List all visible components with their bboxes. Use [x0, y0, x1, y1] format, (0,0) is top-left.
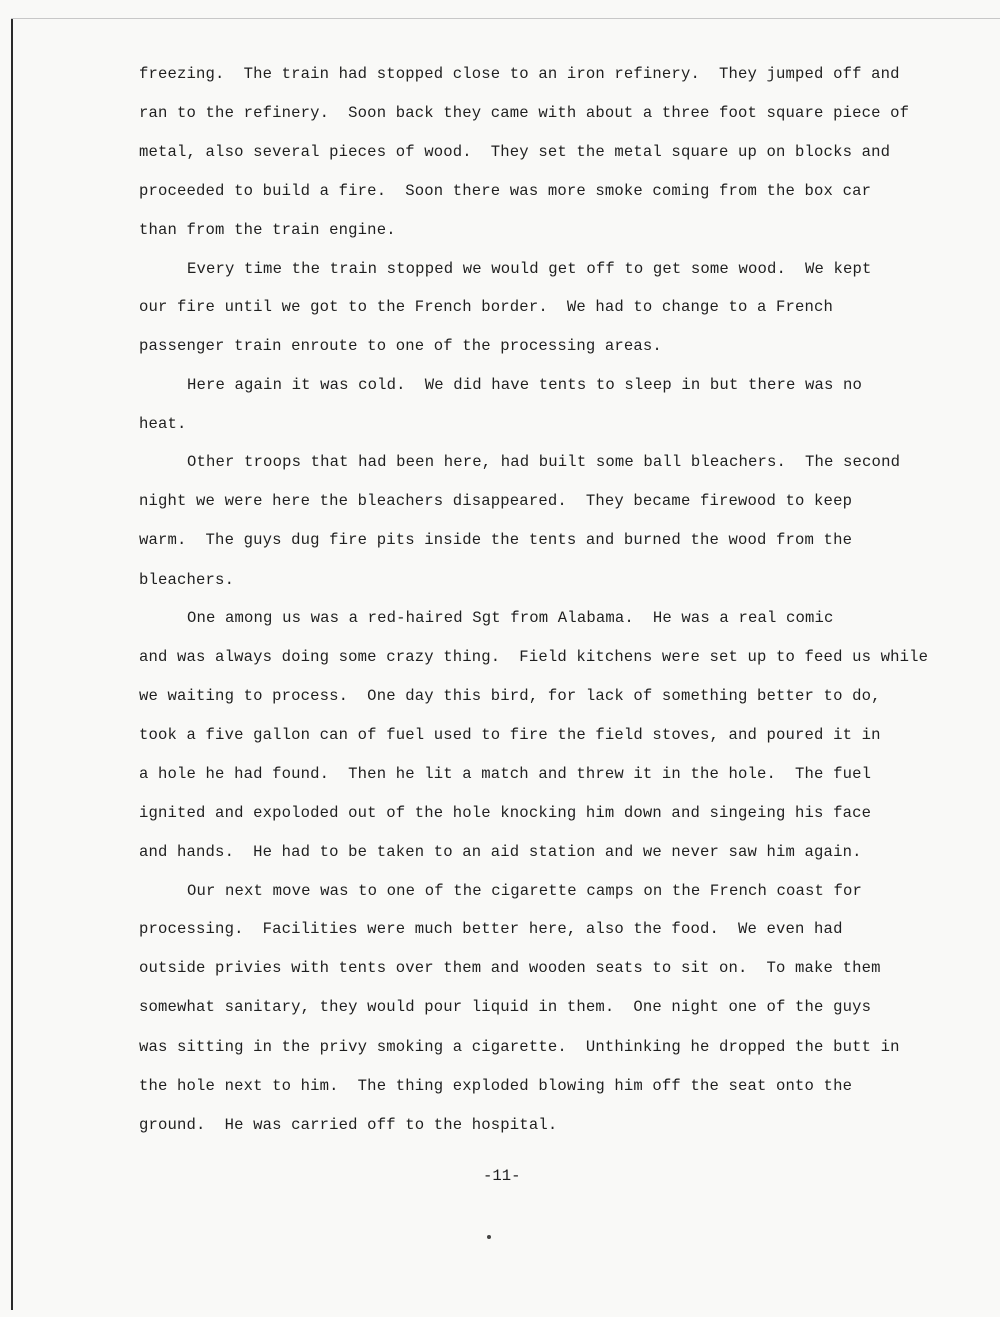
text-line: freezing. The train had stopped close to an iron refinery. They jumped off and — [139, 65, 900, 83]
text-line: and was always doing some crazy thing. Field kitchens were set up to feed us while — [139, 648, 929, 666]
text-line: we waiting to process. One day this bird, for lack of something better to do, — [139, 687, 881, 705]
text-line: night we were here the bleachers disappeared. They became firewood to keep — [139, 492, 853, 510]
text-line: Other troops that had been here, had built some ball bleachers. The second — [187, 453, 901, 471]
text-line: a hole he had found. Then he lit a match and threw it in the hole. The fuel — [139, 765, 872, 783]
text-line: was sitting in the privy smoking a cigarette. Unthinking he dropped the butt in — [139, 1038, 900, 1056]
text-line: the hole next to him. The thing exploded blowing him off the seat onto the — [139, 1077, 853, 1095]
text-line: ground. He was carried off to the hospital. — [139, 1116, 558, 1134]
text-line: took a five gallon can of fuel used to fire the field stoves, and poured it in — [139, 726, 881, 744]
text-line: Our next move was to one of the cigarette camps on the French coast for — [187, 882, 863, 900]
text-line: ran to the refinery. Soon back they came with about a three foot square piece of — [139, 104, 910, 122]
page-top-edge — [11, 18, 1000, 19]
text-line: passenger train enroute to one of the processing areas. — [139, 337, 662, 355]
text-line: warm. The guys dug fire pits inside the tents and burned the wood from the — [139, 531, 853, 549]
text-line: One among us was a red-haired Sgt from Alabama. He was a real comic — [187, 609, 834, 627]
text-line: heat. — [139, 415, 187, 433]
text-line: somewhat sanitary, they would pour liquid in them. One night one of the guys — [139, 998, 872, 1016]
text-line: our fire until we got to the French border. We had to change to a French — [139, 298, 834, 316]
page-number: -11- — [483, 1167, 521, 1185]
text-line: proceeded to build a fire. Soon there was more smoke coming from the box car — [139, 182, 872, 200]
text-line: ignited and expoloded out of the hole knocking him down and singeing his face — [139, 804, 872, 822]
text-line: outside privies with tents over them and wooden seats to sit on. To make them — [139, 959, 881, 977]
text-line: Every time the train stopped we would get off to get some wood. We kept — [187, 260, 872, 278]
text-line: Here again it was cold. We did have tents to sleep in but there was no — [187, 376, 863, 394]
text-line: metal, also several pieces of wood. They set the metal square up on blocks and — [139, 143, 891, 161]
text-line: processing. Facilities were much better here, also the food. We even had — [139, 920, 843, 938]
paper-speck — [487, 1235, 491, 1239]
text-line: than from the train engine. — [139, 221, 396, 239]
text-line: and hands. He had to be taken to an aid station and we never saw him again. — [139, 843, 862, 861]
text-line: bleachers. — [139, 571, 235, 589]
page-left-edge — [11, 18, 13, 1310]
